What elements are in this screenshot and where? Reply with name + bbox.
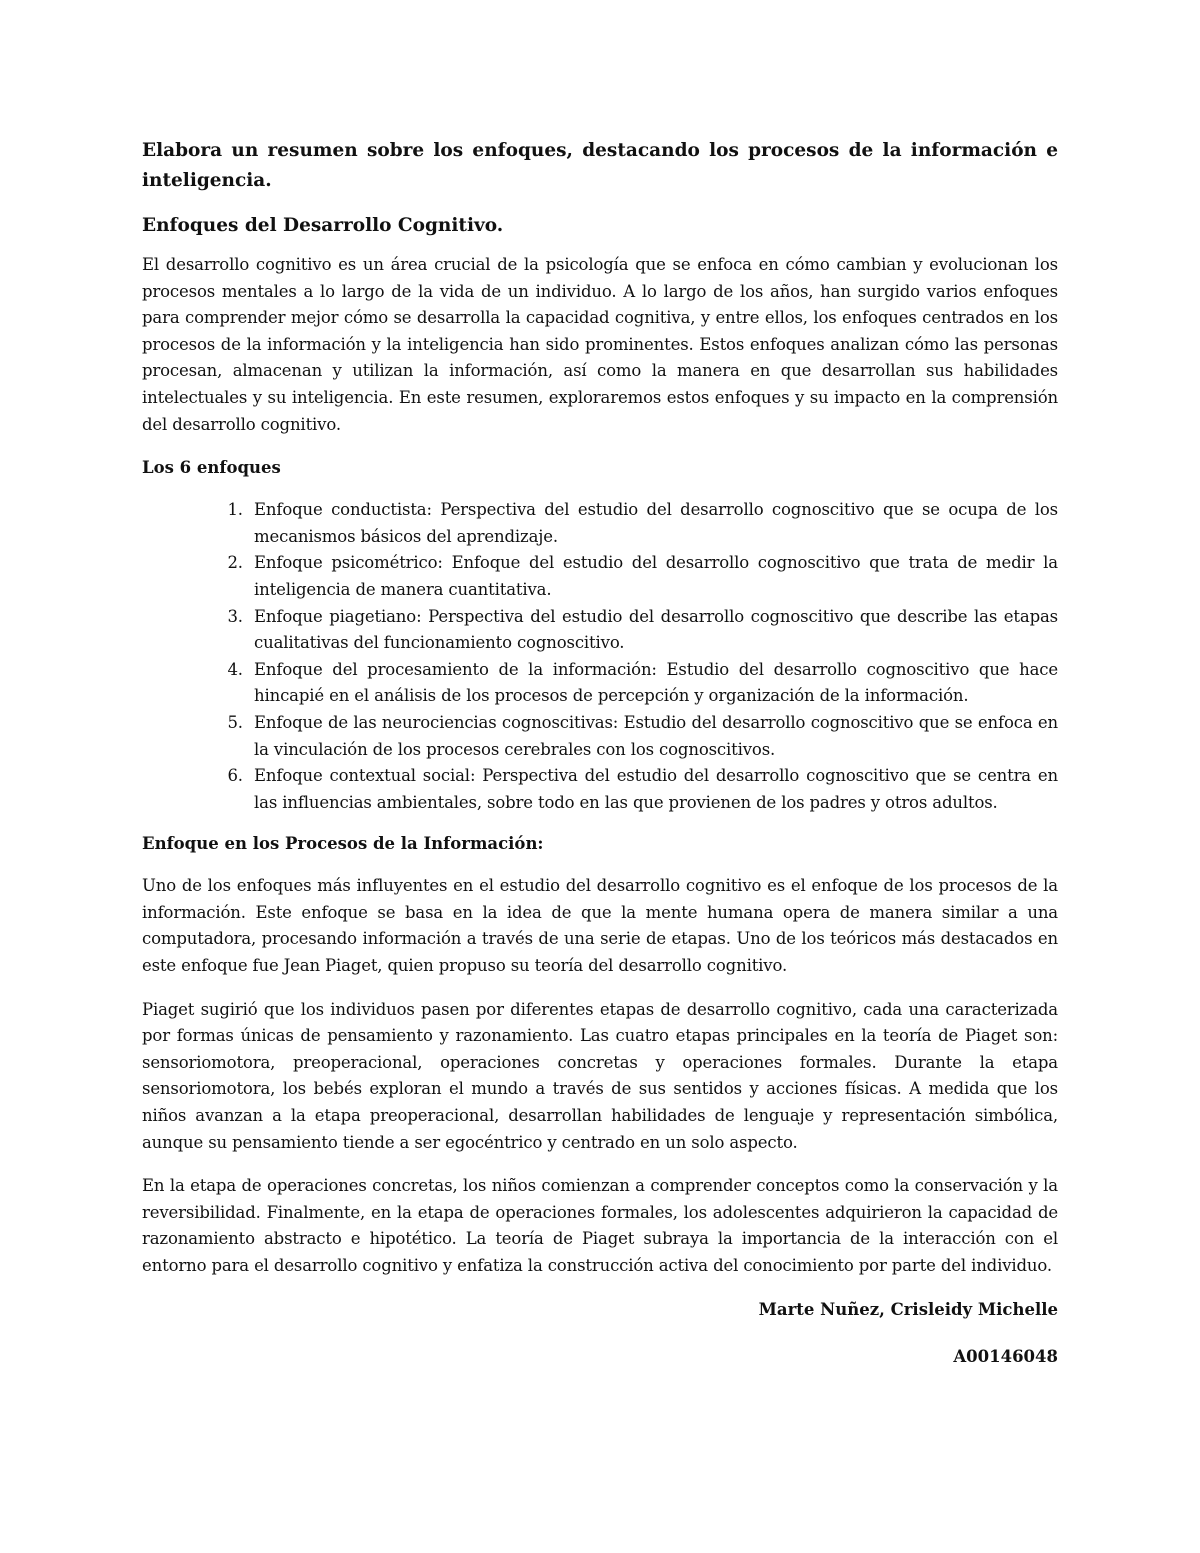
info-paragraph-1: Uno de los enfoques más influyentes en el estudio del desarrollo cognitivo es el enfoque de los procesos de la información. Este enfoque se basa en la idea de que la mente humana opera de manera similar a una computadora, procesando información a través de una serie de etapas. Uno de los teóricos más destacados en este enfoque fue Jean Piaget, quien propuso su teoría del desarrollo cognitivo.	[142, 876, 1058, 976]
list-item: 4. Enfoque del procesamiento de la información: Estudio del desarrollo cognoscitivo que hace hincapié en el análisis de los procesos de percepción y organización de la información.	[248, 657, 1058, 710]
approaches-list	[142, 497, 1058, 816]
approaches-heading: Los 6 enfoques	[142, 458, 281, 478]
document-page	[142, 136, 1058, 1391]
task-title: Elabora un resumen sobre los enfoques, destacando los procesos de la información e inteligencia.	[142, 140, 1058, 191]
info-paragraph-2: Piaget sugirió que los individuos pasen por diferentes etapas de desarrollo cognitivo, cada una caracterizada por formas únicas de pensamiento y razonamiento. Las cuatro etapas principales en la teoría de Piaget son: sensoriomotora, preoperacional, operaciones concretas y operaciones formales. Durante la etapa sensoriomotora, los bebés exploran el mundo a través de sus sentidos y acciones físicas. A medida que los niños avanzan a la etapa preoperacional, desarrollan habilidades de lenguaje y representación simbólica, aunque su pensamiento tiende a ser egocéntrico y centrado en un solo aspecto.	[142, 999, 1058, 1152]
student-id: A00146048	[953, 1346, 1058, 1366]
list-item: 6. Enfoque contextual social: Perspectiva del estudio del desarrollo cognoscitivo que se centra en las influencias ambientales, sobre todo en las que provienen de los padres y otros adultos.	[248, 763, 1058, 816]
info-processing-heading: Enfoque en los Procesos de la Información:	[142, 834, 544, 854]
list-item: 5. Enfoque de las neurociencias cognoscitivas: Estudio del desarrollo cognoscitivo que se enfoca en la vinculación de los procesos cerebrales con los cognoscitivos.	[248, 710, 1058, 763]
main-title: Enfoques del Desarrollo Cognitivo.	[142, 215, 504, 236]
intro-paragraph: El desarrollo cognitivo es un área crucial de la psicología que se enfoca en cómo cambian y evolucionan los procesos mentales a lo largo de la vida de un individuo. A lo largo de los años, han surgido varios enfoques para comprender mejor cómo se desarrolla la capacidad cognitiva, y entre ellos, los enfoques centrados en los procesos de la información y la inteligencia han sido prominentes. Estos enfoques analizan cómo las personas procesan, almacenan y utilizan la información, así como la manera en que desarrollan sus habilidades intelectuales y su inteligencia. En este resumen, exploraremos estos enfoques y su impacto en la comprensión del desarrollo cognitivo.	[142, 255, 1058, 434]
author-name: Marte Nuñez, Crisleidy Michelle	[758, 1299, 1058, 1319]
list-item: 2. Enfoque psicométrico: Enfoque del estudio del desarrollo cognoscitivo que trata de medir la inteligencia de manera cuantitativa.	[248, 550, 1058, 603]
info-paragraph-3: En la etapa de operaciones concretas, los niños comienzan a comprender conceptos como la conservación y la reversibilidad. Finalmente, en la etapa de operaciones formales, los adolescentes adquirieron la capacidad de razonamiento abstracto e hipotético. La teoría de Piaget subraya la importancia de la interacción con el entorno para el desarrollo cognitivo y enfatiza la construcción activa del conocimiento por parte del individuo.	[142, 1176, 1058, 1275]
list-item: 3. Enfoque piagetiano: Perspectiva del estudio del desarrollo cognoscitivo que describe las etapas cualitativas del funcionamiento cognoscitivo.	[248, 604, 1058, 657]
list-item: 1. Enfoque conductista: Perspectiva del estudio del desarrollo cognoscitivo que se ocupa de los mecanismos básicos del aprendizaje.	[248, 497, 1058, 550]
